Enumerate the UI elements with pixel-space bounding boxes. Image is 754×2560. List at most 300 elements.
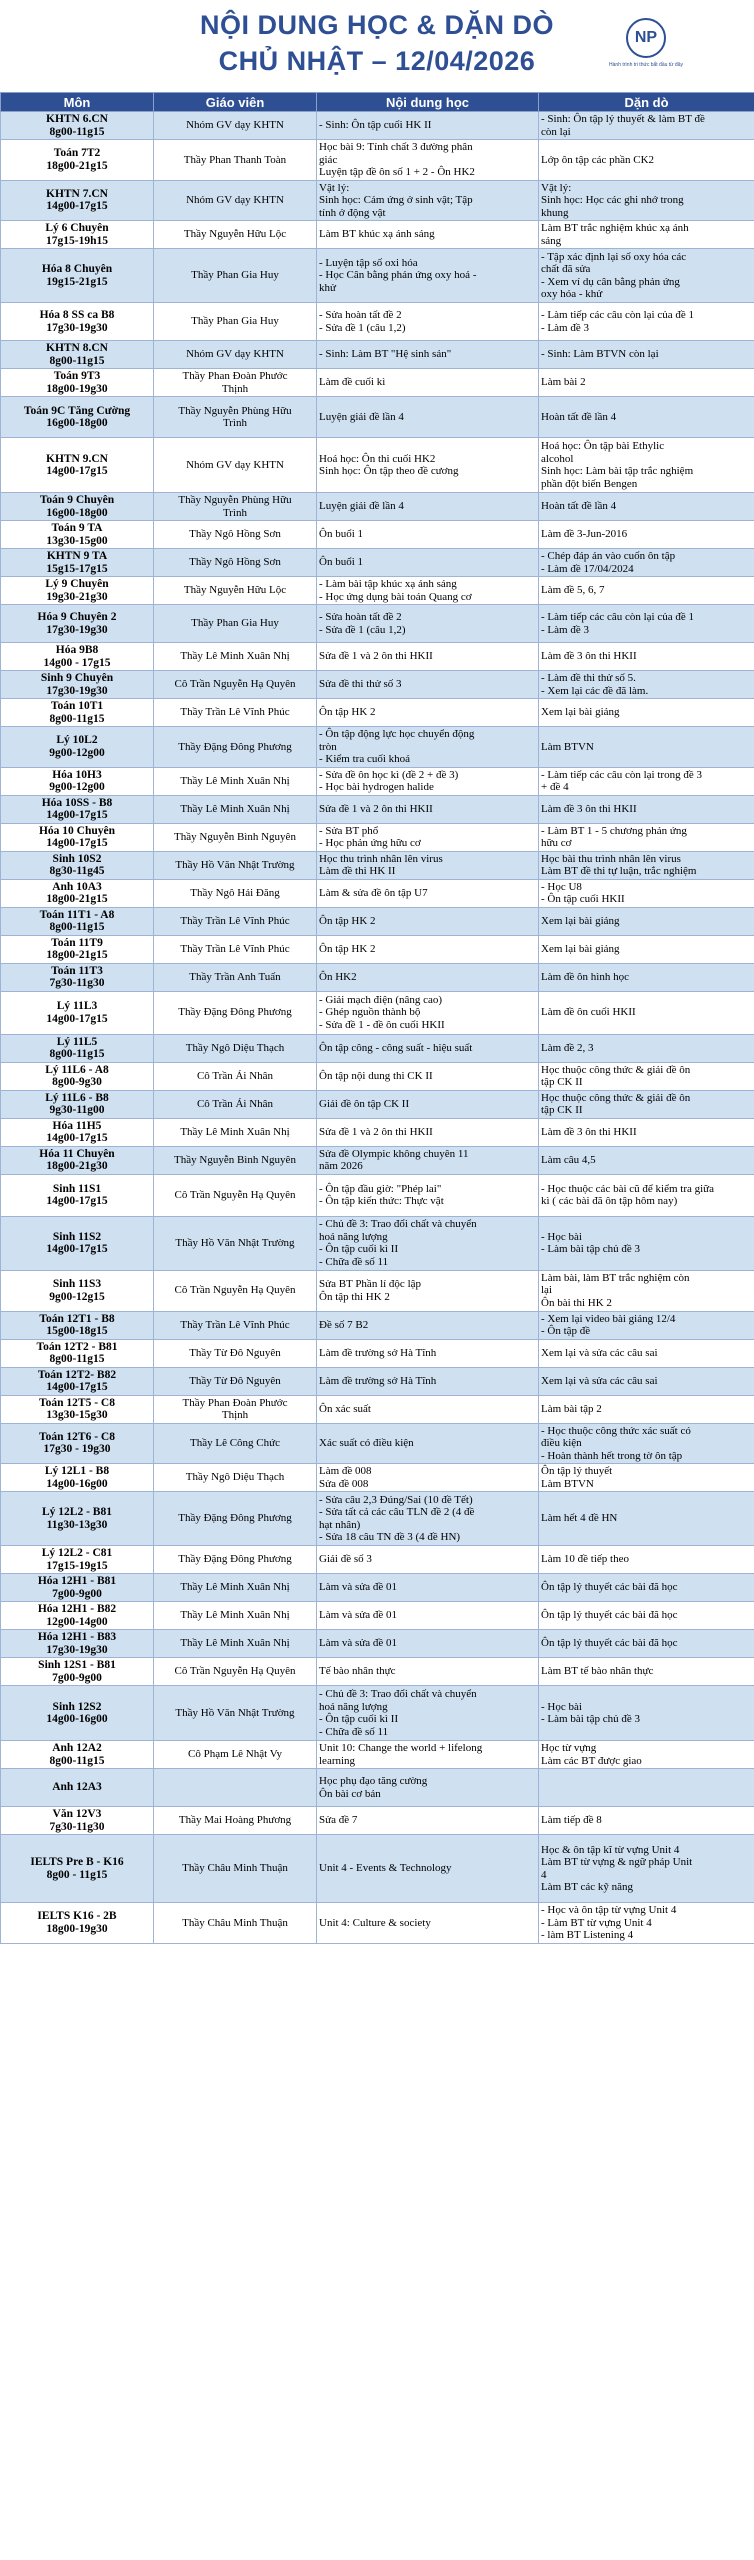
cell-text-line: 8g00-11g15 xyxy=(49,1048,105,1060)
cell-text-line: - Học ứng dụng bài toán Quang cơ xyxy=(319,590,472,603)
cell-class-name xyxy=(1,1574,154,1602)
cell-text-line: Làm BTVN xyxy=(541,740,594,753)
table-row xyxy=(1,493,754,521)
cell-homework xyxy=(539,1903,754,1944)
cell-teacher xyxy=(154,1090,317,1118)
cell-homework xyxy=(539,1807,754,1835)
cell-text-line: Lý 11L6 - A8 xyxy=(45,1063,109,1076)
cell-teacher xyxy=(154,1546,317,1574)
table-row xyxy=(1,935,754,963)
cell-text-line: Sửa đề Olympic không chuyên 11 xyxy=(319,1147,469,1160)
cell-teacher xyxy=(154,1769,317,1807)
cell-text-line: Sinh học: Học các ghi nhớ trong xyxy=(541,194,684,206)
table-body xyxy=(1,112,754,1944)
cell-text-line: Làm hết 4 đề HN xyxy=(541,1512,618,1525)
cell-text-line: - Làm BT 1 - 5 chương phản ứng xyxy=(541,824,687,837)
cell-text-line: 18g00-21g15 xyxy=(46,159,108,172)
table-row xyxy=(1,1090,754,1118)
cell-lesson-content xyxy=(317,963,539,991)
table-row xyxy=(1,112,754,140)
cell-text-line: Làm đề cuối kì xyxy=(319,376,386,389)
cell-text-line: sáng xyxy=(541,234,562,247)
cell-lesson-content xyxy=(317,795,539,823)
cell-text-line: - Sửa câu 2,3 Đúng/Sai (10 đề Tết) xyxy=(319,1493,473,1506)
cell-text-line: Văn 12V3 xyxy=(52,1808,102,1820)
cell-homework xyxy=(539,1546,754,1574)
cell-teacher xyxy=(154,1216,317,1270)
cell-homework xyxy=(539,1574,754,1602)
cell-homework xyxy=(539,1118,754,1146)
cell-homework xyxy=(539,727,754,768)
cell-text-line: Toán 11T1 - A8 xyxy=(39,908,115,921)
cell-text-line: Thầy Từ Đô Nguyên xyxy=(189,1346,281,1359)
cell-teacher xyxy=(154,1034,317,1062)
cell-homework xyxy=(539,1062,754,1090)
cell-text-line: - Giải mạch điện (nâng cao) xyxy=(319,993,443,1006)
cell-text-line: - Sửa 18 câu TN đề 3 (4 đề HN) xyxy=(319,1531,461,1543)
cell-homework xyxy=(539,221,754,249)
cell-class-name xyxy=(1,577,154,605)
cell-class-name xyxy=(1,1835,154,1903)
cell-text-line: Cô Phạm Lê Nhật Vy xyxy=(188,1748,282,1761)
cell-text-line: kì ( các bài đã ôn tập hôm nay) xyxy=(541,1195,678,1207)
cell-text-line: Luyện giải đề lần 4 xyxy=(319,500,404,513)
table-row xyxy=(1,879,754,907)
cell-text-line: Thầy Nguyễn Bình Nguyên xyxy=(174,1153,296,1166)
cell-class-name xyxy=(1,1090,154,1118)
cell-text-line: Xem lại và sửa các câu sai xyxy=(541,1374,658,1387)
cell-homework xyxy=(539,699,754,727)
cell-text-line: Lý 11L5 xyxy=(56,1035,98,1048)
cell-text-line: Làm tiếp đề 8 xyxy=(541,1814,602,1827)
cell-text-line: Hóa 12H1 - B82 xyxy=(37,1603,117,1615)
cell-text-line: Thầy Châu Minh Thuận xyxy=(182,1862,288,1875)
cell-text-line: Thầy Đặng Đông Phương xyxy=(178,1553,292,1566)
cell-homework xyxy=(539,521,754,549)
cell-text-line: 14g00-17g15 xyxy=(46,465,108,477)
cell-class-name xyxy=(1,879,154,907)
cell-text-line: - Ôn tập động lực học chuyển động xyxy=(319,728,475,740)
cell-teacher xyxy=(154,180,317,221)
brand-logo-icon: NP xyxy=(626,18,666,58)
table-row xyxy=(1,795,754,823)
cell-class-name xyxy=(1,221,154,249)
cell-text-line: 9g00-12g15 xyxy=(49,1290,105,1303)
cell-lesson-content xyxy=(317,1492,539,1546)
cell-text-line: - Làm đề 3 xyxy=(541,321,589,334)
cell-text-line: Sửa đề 1 và 2 ôn thi HKII xyxy=(319,802,433,815)
cell-teacher xyxy=(154,991,317,1034)
cell-lesson-content xyxy=(317,1216,539,1270)
cell-text-line: Thầy Trần Lê Vĩnh Phúc xyxy=(180,706,290,719)
cell-lesson-content xyxy=(317,1686,539,1741)
cell-text-line: Làm và sửa đề 01 xyxy=(319,1637,398,1650)
cell-text-line: Sửa đề 1 và 2 ôn thi HKII xyxy=(319,1125,433,1138)
cell-text-line: - Chủ đề 3: Trao đổi chất và chuyển xyxy=(319,1688,477,1700)
cell-teacher xyxy=(154,1339,317,1367)
cell-text-line: Ôn bài cơ bản xyxy=(319,1787,381,1800)
cell-text-line: Thầy Từ Đô Nguyên xyxy=(189,1374,281,1387)
cell-homework xyxy=(539,1216,754,1270)
cell-homework xyxy=(539,1602,754,1630)
page-title-line-2: CHỦ NHẬT – 12/04/2026 xyxy=(218,46,536,76)
table-row xyxy=(1,1339,754,1367)
cell-homework xyxy=(539,1658,754,1686)
cell-text-line: Nhóm GV dạy KHTN xyxy=(186,458,284,471)
cell-text-line: Nhóm GV dạy KHTN xyxy=(186,194,284,206)
cell-text-line: Làm đề 3 ôn thi HKII xyxy=(541,1125,637,1138)
cell-text-line: 19g15-21g15 xyxy=(46,275,108,288)
cell-text-line: - Sinh: Làm BT "Hệ sinh sản" xyxy=(319,348,452,361)
cell-lesson-content xyxy=(317,1062,539,1090)
cell-teacher xyxy=(154,1146,317,1174)
cell-text-line: Thầy Lê Minh Xuân Nhị xyxy=(180,1637,290,1650)
cell-text-line: Thầy Nguyễn Phùng Hữu xyxy=(178,404,292,417)
cell-class-name xyxy=(1,1769,154,1807)
cell-class-name xyxy=(1,907,154,935)
cell-lesson-content xyxy=(317,935,539,963)
table-row xyxy=(1,1270,754,1311)
cell-text-line: Lý 11L6 - B8 xyxy=(45,1091,109,1104)
cell-text-line: Lý 11L3 xyxy=(56,1000,98,1012)
cell-lesson-content xyxy=(317,1339,539,1367)
cell-text-line: Làm đề 5, 6, 7 xyxy=(541,584,605,597)
cell-text-line: 7g30-11g30 xyxy=(49,977,105,989)
cell-homework xyxy=(539,795,754,823)
cell-teacher xyxy=(154,1602,317,1630)
cell-text-line: Ôn tập HK 2 xyxy=(319,706,376,719)
cell-text-line: Làm đề 008 xyxy=(319,1465,372,1477)
cell-teacher xyxy=(154,767,317,795)
cell-homework xyxy=(539,963,754,991)
column-header-content: Nội dung học xyxy=(317,93,539,112)
cell-lesson-content xyxy=(317,221,539,249)
cell-lesson-content xyxy=(317,643,539,671)
cell-text-line: 18g00-19g30 xyxy=(46,382,108,395)
table-row xyxy=(1,699,754,727)
cell-teacher xyxy=(154,1686,317,1741)
cell-text-line: alcohol xyxy=(541,452,574,465)
cell-text-line: Thầy Nguyễn Hữu Lộc xyxy=(183,228,287,241)
cell-text-line: Unit 4: Culture & society xyxy=(319,1916,431,1929)
cell-text-line: - Làm bài tập chủ đề 3 xyxy=(541,1713,640,1725)
cell-teacher xyxy=(154,823,317,851)
cell-text-line: 8g00-11g15 xyxy=(49,125,105,138)
table-row xyxy=(1,1574,754,1602)
cell-class-name xyxy=(1,1630,154,1658)
cell-homework xyxy=(539,1423,754,1464)
cell-teacher xyxy=(154,493,317,521)
cell-text-line: Trình xyxy=(222,417,248,429)
cell-text-line: Sinh học: Làm bài tập trắc nghiệm xyxy=(541,465,694,477)
cell-text-line: 18g00-21g15 xyxy=(46,949,108,961)
cell-text-line: - Làm bài tập chủ đề 3 xyxy=(541,1243,640,1255)
cell-text-line: 7g00-9g00 xyxy=(52,1587,102,1600)
cell-class-name xyxy=(1,1658,154,1686)
cell-teacher xyxy=(154,1395,317,1423)
cell-text-line: + đề 4 xyxy=(541,781,569,793)
cell-text-line: Thầy Trần Lê Vĩnh Phúc xyxy=(180,942,290,955)
cell-text-line: khử xyxy=(319,281,336,294)
cell-class-name xyxy=(1,767,154,795)
cell-class-name xyxy=(1,1034,154,1062)
cell-text-line: - Học thuộc các bài cũ để kiểm tra giữa xyxy=(541,1182,715,1195)
cell-text-line: Ôn bài thi HK 2 xyxy=(541,1296,612,1309)
cell-text-line: - Kiểm tra cuối khoá xyxy=(319,753,411,765)
cell-text-line: Làm bài tập 2 xyxy=(541,1402,602,1415)
cell-homework xyxy=(539,303,754,341)
cell-lesson-content xyxy=(317,1174,539,1216)
cell-homework xyxy=(539,577,754,605)
cell-text-line: - Học bài xyxy=(541,1230,582,1243)
cell-text-line: giác xyxy=(319,153,338,166)
cell-teacher xyxy=(154,1311,317,1339)
cell-text-line: - Chữa đề số 11 xyxy=(319,1725,389,1738)
cell-text-line: - Làm đề 17/04/2024 xyxy=(541,562,634,575)
cell-teacher xyxy=(154,1630,317,1658)
cell-text-line: Làm BT đề thi tự luận, trắc nghiệm xyxy=(541,865,697,877)
cell-teacher xyxy=(154,1741,317,1769)
cell-text-line: - Làm tiếp các câu còn lại trong đề 3 xyxy=(541,768,702,781)
cell-text-line: 19g30-21g30 xyxy=(46,590,108,603)
cell-text-line: Sửa đề 008 xyxy=(319,1477,369,1490)
cell-text-line: Xem lại bài giảng xyxy=(541,942,620,955)
cell-homework xyxy=(539,1686,754,1741)
cell-teacher xyxy=(154,1835,317,1903)
cell-homework xyxy=(539,438,754,493)
cell-text-line: - Ôn tập đầu giờ: "Phép lai" xyxy=(319,1182,442,1195)
table-row xyxy=(1,1034,754,1062)
cell-teacher xyxy=(154,1270,317,1311)
cell-text-line: - Sinh: Ôn tập cuối HK II xyxy=(319,119,432,132)
cell-class-name xyxy=(1,493,154,521)
cell-text-line: 17g30-19g30 xyxy=(46,684,108,697)
cell-text-line: 11g30-13g30 xyxy=(46,1518,108,1531)
cell-text-line: - Học bài hydrogen halide xyxy=(319,781,434,793)
cell-text-line: Lớp ôn tập các phần CK2 xyxy=(541,153,655,166)
cell-lesson-content xyxy=(317,1090,539,1118)
cell-text-line: Giải đề ôn tập CK II xyxy=(319,1097,410,1110)
cell-text-line: tập CK II xyxy=(541,1104,583,1116)
cell-homework xyxy=(539,935,754,963)
cell-text-line: Làm BT trắc nghiệm khúc xạ ánh xyxy=(541,222,689,234)
cell-homework xyxy=(539,851,754,879)
cell-lesson-content xyxy=(317,1574,539,1602)
cell-text-line: Sửa đề 1 và 2 ôn thi HKII xyxy=(319,650,433,663)
cell-text-line: chất đã sửa xyxy=(541,263,591,275)
cell-text-line: - Học thuộc công thức xác suất có xyxy=(541,1424,691,1437)
cell-teacher xyxy=(154,577,317,605)
cell-text-line: còn lại xyxy=(541,125,571,138)
cell-homework xyxy=(539,112,754,140)
cell-text-line: khung xyxy=(541,206,569,219)
cell-text-line: điều kiện xyxy=(541,1437,582,1449)
cell-text-line: Ôn tập công - công suất - hiệu suất xyxy=(319,1041,473,1054)
cell-lesson-content xyxy=(317,699,539,727)
cell-text-line: Thầy Ngô Diệu Thạch xyxy=(185,1471,285,1484)
cell-text-line: Làm và sửa đề 01 xyxy=(319,1609,398,1622)
cell-text-line: tính ở động vật xyxy=(319,206,386,219)
cell-text-line: Lý 10L2 xyxy=(56,734,98,747)
cell-text-line: Thầy Phan Đoàn Phước xyxy=(182,370,288,382)
table-row xyxy=(1,1630,754,1658)
cell-text-line: Thầy Hồ Văn Nhật Trường xyxy=(175,858,295,871)
page-header xyxy=(0,0,754,92)
cell-teacher xyxy=(154,549,317,577)
cell-teacher xyxy=(154,643,317,671)
cell-text-line: Toán 9 Chuyên xyxy=(39,494,115,506)
cell-teacher xyxy=(154,438,317,493)
cell-text-line: Hoàn tất đề lần 4 xyxy=(541,410,617,423)
cell-text-line: 17g30-19g30 xyxy=(46,1643,108,1656)
cell-text-line: Vật lý: xyxy=(319,181,350,194)
cell-class-name xyxy=(1,1741,154,1769)
cell-teacher xyxy=(154,1658,317,1686)
cell-class-name xyxy=(1,438,154,493)
cell-text-line: Làm và sửa đề 01 xyxy=(319,1581,398,1594)
cell-text-line: Toán 9C Tăng Cường xyxy=(23,404,131,417)
cell-lesson-content xyxy=(317,851,539,879)
cell-text-line: hoá năng lượng xyxy=(319,1700,388,1713)
cell-text-line: 8g00 - 11g15 xyxy=(46,1868,108,1881)
cell-text-line: tập CK II xyxy=(541,1076,583,1088)
cell-teacher xyxy=(154,851,317,879)
cell-text-line: Tế bào nhân thực xyxy=(319,1665,396,1678)
cell-text-line: Làm đề 3-Jun-2016 xyxy=(541,528,628,541)
cell-text-line: Sinh 12S1 - B81 xyxy=(38,1659,116,1671)
cell-text-line: Sinh 10S2 xyxy=(52,852,102,865)
cell-class-name xyxy=(1,671,154,699)
cell-text-line: IELTS K16 - 2B xyxy=(37,1910,117,1923)
cell-text-line: - Sửa đề 1 - đề ôn cuối HKII xyxy=(319,1018,445,1031)
cell-text-line: Học từ vựng xyxy=(541,1742,597,1754)
cell-homework xyxy=(539,767,754,795)
cell-lesson-content xyxy=(317,180,539,221)
cell-lesson-content xyxy=(317,671,539,699)
cell-text-line: Thầy Đặng Đông Phương xyxy=(178,740,292,753)
column-header-teacher: Giáo viên xyxy=(154,93,317,112)
cell-text-line: 18g00-21g15 xyxy=(46,893,108,905)
cell-text-line: Ôn buổi 1 xyxy=(319,556,363,569)
cell-text-line: 9g00-12g00 xyxy=(49,781,105,793)
cell-class-name xyxy=(1,1174,154,1216)
cell-lesson-content xyxy=(317,1464,539,1492)
cell-text-line: Hoàn tất đề lần 4 xyxy=(541,500,617,513)
cell-class-name xyxy=(1,1146,154,1174)
cell-text-line: - Sửa tất cả các câu TLN đề 2 (4 đề xyxy=(319,1506,475,1518)
table-row xyxy=(1,1395,754,1423)
cell-lesson-content xyxy=(317,907,539,935)
cell-teacher xyxy=(154,1118,317,1146)
cell-class-name xyxy=(1,369,154,397)
cell-lesson-content xyxy=(317,1395,539,1423)
cell-text-line: Anh 12A3 xyxy=(52,1781,102,1794)
cell-teacher xyxy=(154,1174,317,1216)
cell-text-line: - Xem ví dụ cân bằng phản ứng xyxy=(541,275,680,288)
cell-text-line: - Làm tiếp các câu còn lại của đề 1 xyxy=(541,611,695,623)
cell-class-name xyxy=(1,1464,154,1492)
cell-class-name xyxy=(1,991,154,1034)
cell-class-name xyxy=(1,795,154,823)
cell-text-line: Thầy Phan Thanh Toàn xyxy=(183,153,287,166)
cell-class-name xyxy=(1,397,154,438)
cell-text-line: - Sửa BT phổ xyxy=(319,824,379,837)
cell-class-name xyxy=(1,1118,154,1146)
cell-lesson-content xyxy=(317,823,539,851)
cell-lesson-content xyxy=(317,397,539,438)
cell-text-line: - Làm BT từ vựng Unit 4 xyxy=(541,1916,652,1929)
cell-text-line: KHTN 9.CN xyxy=(46,452,108,465)
cell-teacher xyxy=(154,369,317,397)
cell-text-line: KHTN 6.CN xyxy=(46,113,108,125)
table-row xyxy=(1,1118,754,1146)
cell-homework xyxy=(539,1174,754,1216)
cell-text-line: Ôn tập lý thuyết các bài đã học xyxy=(541,1609,678,1622)
cell-class-name xyxy=(1,823,154,851)
cell-text-line: - Sinh: Ôn tập lý thuyết & làm BT đề xyxy=(541,113,705,125)
cell-text-line: - Ôn tập kiến thức: Thực vật xyxy=(319,1195,444,1207)
cell-lesson-content xyxy=(317,991,539,1034)
cell-lesson-content xyxy=(317,605,539,643)
cell-text-line: Sinh 11S3 xyxy=(52,1278,102,1290)
cell-text-line: Làm đề 2, 3 xyxy=(541,1041,594,1054)
cell-text-line: 16g00-18g00 xyxy=(46,506,108,519)
cell-class-name xyxy=(1,1311,154,1339)
cell-teacher xyxy=(154,1807,317,1835)
table-row xyxy=(1,1741,754,1769)
cell-text-line: Hoá học: Ôn thi cuối HK2 xyxy=(319,452,436,465)
cell-text-line: 14g00 - 17g15 xyxy=(43,656,111,669)
cell-text-line: Cô Trần Nguyễn Hạ Quyên xyxy=(174,678,296,691)
cell-text-line: Nhóm GV dạy KHTN xyxy=(186,119,284,132)
cell-text-line: Unit 4 - Events & Technology xyxy=(319,1862,452,1875)
cell-text-line: 7g30-11g30 xyxy=(49,1820,105,1833)
cell-teacher xyxy=(154,879,317,907)
cell-text-line: Lý 12L1 - B8 xyxy=(44,1465,110,1477)
cell-text-line: Luyện giải đề lần 4 xyxy=(319,410,404,423)
cell-text-line: Làm & sửa đề ôn tập U7 xyxy=(319,886,428,899)
cell-text-line: Làm bài 2 xyxy=(541,376,586,389)
cell-text-line: Hóa 10H3 xyxy=(52,768,102,781)
table-row xyxy=(1,963,754,991)
cell-text-line: Vật lý: xyxy=(541,181,572,194)
cell-text-line: Anh 12A2 xyxy=(52,1742,102,1754)
table-row xyxy=(1,1311,754,1339)
brand-logo-caption: Hành trình tri thức bắt đầu từ đây xyxy=(609,62,683,68)
table-row xyxy=(1,1367,754,1395)
cell-text-line: hữu cơ xyxy=(541,837,572,849)
cell-text-line: - Chủ đề 3: Trao đổi chất và chuyển xyxy=(319,1218,477,1230)
cell-homework xyxy=(539,549,754,577)
cell-text-line: - Sửa đề 1 (câu 1,2) xyxy=(319,623,406,636)
cell-text-line: - Xem lại video bài giảng 12/4 xyxy=(541,1312,676,1325)
cell-text-line: Sinh 11S1 xyxy=(52,1182,102,1195)
cell-text-line: Sinh 9 Chuyên xyxy=(40,672,114,684)
cell-lesson-content xyxy=(317,767,539,795)
cell-class-name xyxy=(1,1339,154,1367)
cell-text-line: Thầy Lê Minh Xuân Nhị xyxy=(180,1125,290,1138)
cell-text-line: Toán 12T1 - B8 xyxy=(39,1312,115,1325)
cell-homework xyxy=(539,1270,754,1311)
cell-homework xyxy=(539,1741,754,1769)
cell-text-line: Toán 10T1 xyxy=(50,700,104,712)
cell-homework xyxy=(539,1146,754,1174)
cell-homework xyxy=(539,1034,754,1062)
cell-lesson-content xyxy=(317,140,539,181)
cell-text-line: - Sinh: Làm BTVN còn lại xyxy=(541,348,659,361)
cell-text-line: Toán 11T9 xyxy=(51,936,103,949)
column-header-homework: Dặn dò xyxy=(539,93,754,112)
